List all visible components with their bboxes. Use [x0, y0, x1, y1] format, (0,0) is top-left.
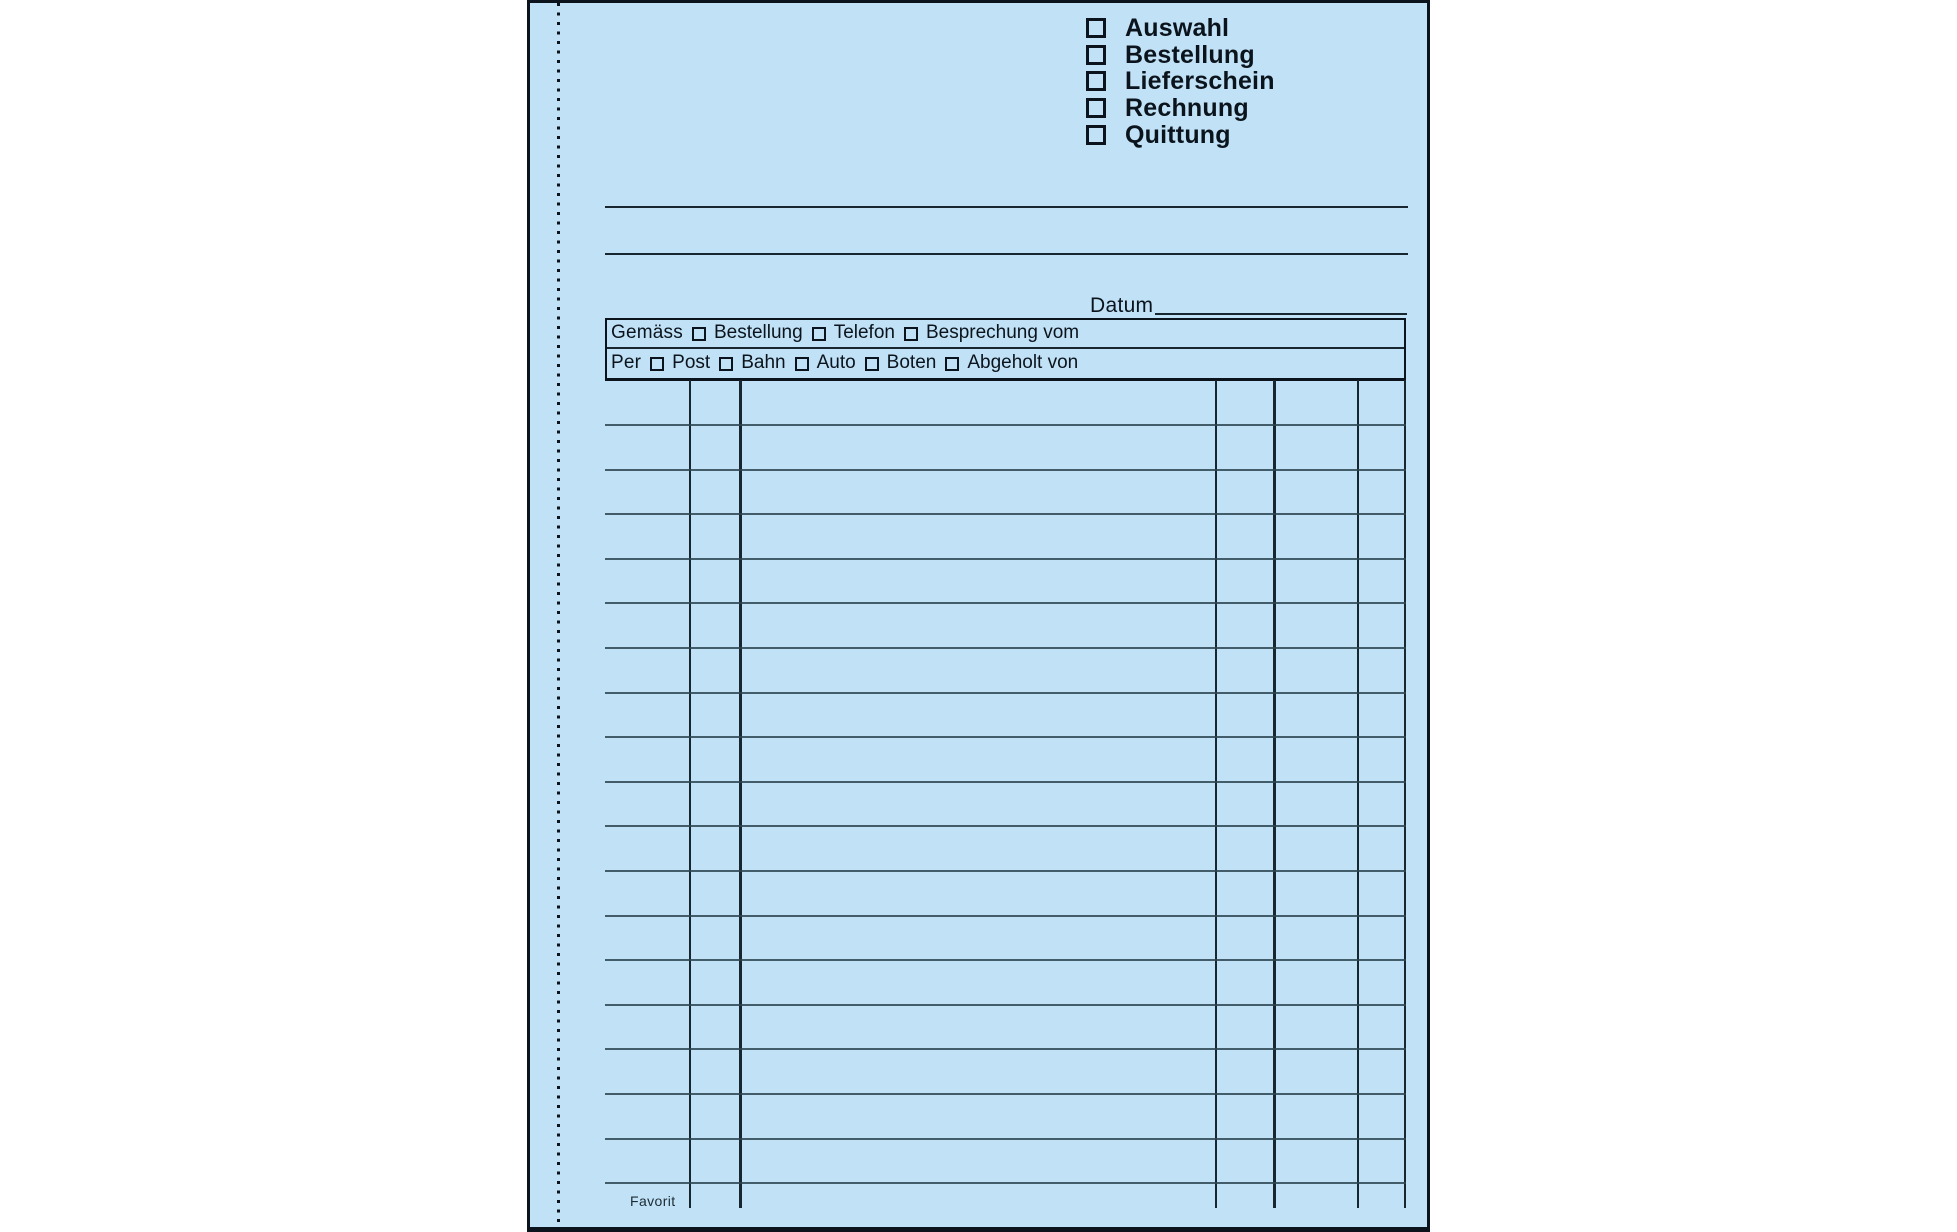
grid-row-line [605, 469, 1406, 471]
grid-column-line [1357, 380, 1359, 1208]
option-ref-besprechung-vom[interactable] [904, 322, 1079, 344]
form-sheet [527, 0, 1430, 1232]
grid-column-line [739, 380, 742, 1208]
checkbox-icon[interactable] [945, 357, 959, 371]
option-bestellung[interactable] [1086, 42, 1275, 69]
grid-column-line [1273, 380, 1276, 1208]
document-type-checklist [1086, 15, 1275, 148]
grid-row-line [605, 1004, 1406, 1006]
grid-row-line [605, 959, 1406, 961]
option-per-auto[interactable] [795, 352, 856, 374]
option-label: Auswahl [1125, 14, 1230, 43]
grid-row-line [605, 558, 1406, 560]
grid-row-line [605, 870, 1406, 872]
grid-row-line [605, 424, 1406, 426]
option-lieferschein[interactable] [1086, 68, 1275, 95]
grid-row-line [605, 825, 1406, 827]
checkbox-icon[interactable] [692, 327, 706, 341]
grid-row-line [605, 781, 1406, 783]
option-label: Auto [816, 352, 856, 374]
grid-row-line [605, 736, 1406, 738]
grid-row-line [605, 602, 1406, 604]
reference-prefix-label: Gemäss [611, 322, 683, 344]
checkbox-icon[interactable] [1086, 18, 1106, 38]
option-label: Boten [886, 352, 937, 374]
grid-column-line [1404, 380, 1406, 1208]
dispatch-row [607, 349, 1404, 378]
option-quittung[interactable] [1086, 121, 1275, 148]
checkbox-icon[interactable] [1086, 98, 1106, 118]
option-rechnung[interactable] [1086, 95, 1275, 122]
checkbox-icon[interactable] [650, 357, 664, 371]
checkbox-icon[interactable] [1086, 45, 1106, 65]
option-label: Rechnung [1125, 94, 1249, 123]
option-label: Besprechung vom [925, 322, 1080, 344]
option-per-post[interactable] [650, 352, 710, 374]
checkbox-icon[interactable] [904, 327, 918, 341]
option-label: Telefon [833, 322, 895, 344]
option-label: Lieferschein [1125, 67, 1275, 96]
checkbox-icon[interactable] [795, 357, 809, 371]
option-per-abgeholt-von[interactable] [945, 352, 1078, 374]
option-label: Bestellung [713, 322, 803, 344]
reference-row [607, 320, 1404, 349]
checkbox-icon[interactable] [1086, 125, 1106, 145]
date-label: Datum [1090, 294, 1154, 317]
grid-row-line [605, 1182, 1406, 1184]
option-label: Bestellung [1125, 40, 1255, 69]
option-ref-telefon[interactable] [812, 322, 895, 344]
option-label: Post [672, 352, 711, 374]
option-label: Bahn [741, 352, 786, 374]
checkbox-icon[interactable] [719, 357, 733, 371]
checkbox-icon[interactable] [1086, 71, 1106, 91]
grid-row-line [605, 1048, 1406, 1050]
option-label: Abgeholt von [967, 352, 1079, 374]
perforation-dotted-line [557, 3, 560, 1227]
option-label: Quittung [1125, 120, 1231, 149]
option-ref-bestellung[interactable] [692, 322, 803, 344]
date-write-line[interactable] [1155, 313, 1407, 315]
checkbox-icon[interactable] [865, 357, 879, 371]
recipient-write-line-1[interactable] [605, 206, 1408, 208]
grid-row-line [605, 1093, 1406, 1095]
option-per-boten[interactable] [865, 352, 937, 374]
dispatch-prefix-label: Per [611, 352, 642, 374]
option-per-bahn[interactable] [719, 352, 785, 374]
reference-header-box [605, 318, 1406, 381]
checkbox-icon[interactable] [812, 327, 826, 341]
option-auswahl[interactable] [1086, 15, 1275, 42]
grid-row-line [605, 692, 1406, 694]
grid-row-line [605, 915, 1406, 917]
grid-row-line [605, 513, 1406, 515]
grid-column-line [1215, 380, 1217, 1208]
line-items-grid [530, 3, 1427, 1227]
recipient-write-line-2[interactable] [605, 253, 1408, 255]
brand-label: Favorit [630, 1193, 676, 1209]
grid-row-line [605, 1138, 1406, 1140]
grid-row-line [605, 647, 1406, 649]
grid-column-line [689, 380, 691, 1208]
